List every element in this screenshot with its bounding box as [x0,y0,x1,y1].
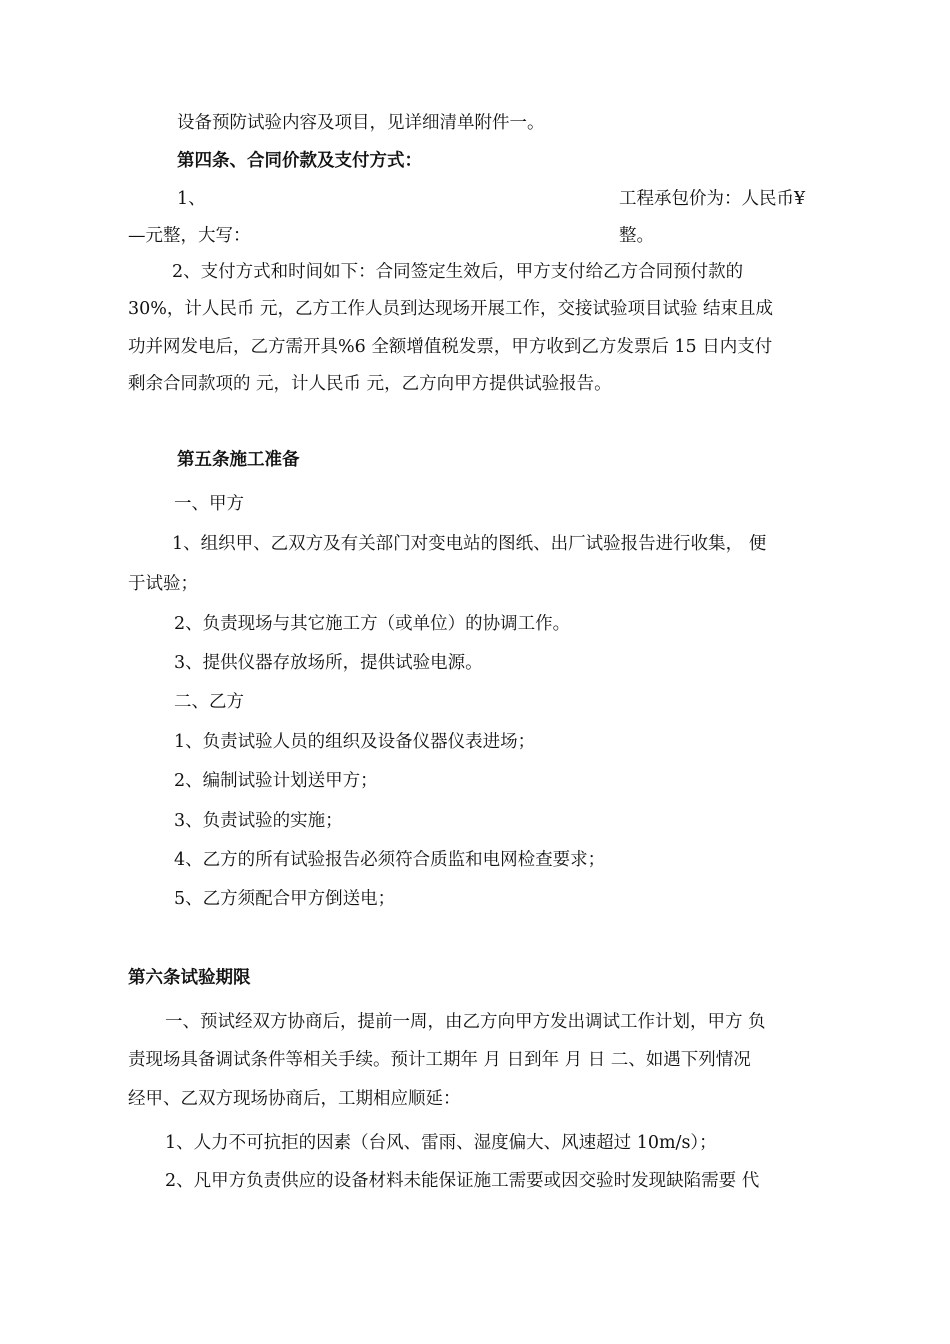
party-a-item-3: 3、提供仪器存放场所，提供试验电源。 [174,653,483,673]
payment-line-3: 功并网发电后，乙方需开具%6 全额增值税发票，甲方收到乙方发票后 15 日内支付 [128,337,773,357]
intro-line: 设备预防试验内容及项目，见详细清单附件一。 [177,113,545,133]
party-b-item-4: 4、乙方的所有试验报告必须符合质监和电网检查要求； [174,850,606,870]
price-row2-left: —元整，大写： [128,226,251,246]
payment-line-1: 2、支付方式和时间如下：合同签定生效后，甲方支付给乙方合同预付款的 [172,262,744,282]
party-b-item-5: 5、乙方须配合甲方倒送电； [174,889,396,909]
payment-line-2: 30%，计人民币 元，乙方工作人员到达现场开展工作，交接试验项目试验 结束且成 [128,299,774,319]
article6-line-2: 责现场具备调试条件等相关手续。预计工期年 月 日到年 月 日 二、如遇下列情况 [128,1050,751,1070]
party-b-label: 二、乙方 [174,692,244,712]
article5-heading: 第五条施工准备 [177,450,300,470]
article6-line-4: 1、人力不可抗拒的因素（台风、雷雨、湿度偏大、风速超过 10m/s）； [165,1133,717,1153]
price-row1-left: 1、 [177,189,206,209]
price-row2-right: 整。 [619,226,654,246]
party-a-item-1: 1、组织甲、乙双方及有关部门对变电站的图纸、出厂试验报告进行收集， 便 [172,534,767,554]
payment-line-4: 剩余合同款项的 元，计人民币 元，乙方向甲方提供试验报告。 [128,374,612,394]
party-b-item-3: 3、负责试验的实施； [174,811,343,831]
party-a-label: 一、甲方 [174,494,244,514]
party-b-item-2: 2、编制试验计划送甲方； [174,771,378,791]
price-row1-right: 工程承包价为：人民币¥ [619,189,806,209]
party-a-item-2: 2、负责现场与其它施工方（或单位）的协调工作。 [174,614,571,634]
party-b-item-1: 1、负责试验人员的组织及设备仪器仪表进场； [174,732,536,752]
article6-line-1: 一、预试经双方协商后，提前一周，由乙方向甲方发出调试工作计划，甲方 负 [165,1012,766,1032]
article4-heading: 第四条、合同价款及支付方式： [177,151,422,171]
party-a-item-1-cont: 于试验； [128,574,198,594]
article6-line-3: 经甲、乙双方现场协商后，工期相应顺延： [128,1089,461,1109]
article6-heading: 第六条试验期限 [128,968,251,988]
article6-line-5: 2、凡甲方负责供应的设备材料未能保证施工需要或因交验时发现缺陷需要 代 [165,1171,760,1191]
